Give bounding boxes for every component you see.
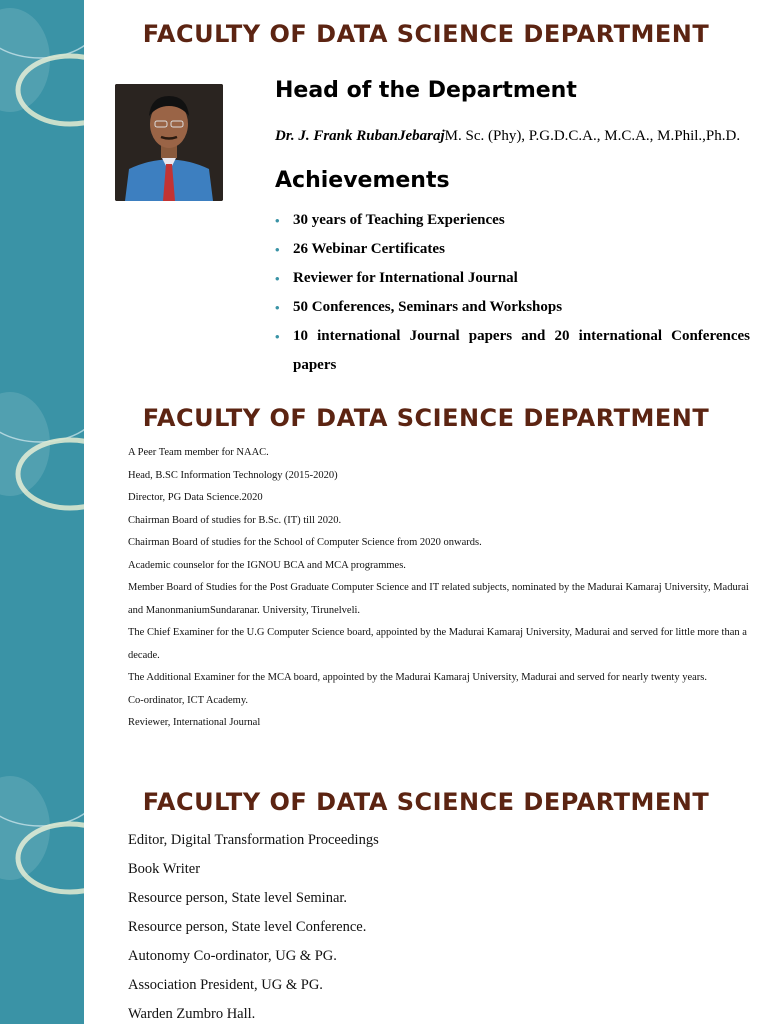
hod-qualifications: M. Sc. (Phy), P.G.D.C.A., M.C.A., M.Phil.,Ph.D. [444, 128, 741, 144]
list-item: Association President, UG & PG. [128, 977, 323, 993]
roles-list [128, 826, 748, 1024]
hod-name-line [275, 128, 740, 145]
list-item: Book Writer [128, 861, 201, 877]
swirl-decoration-icon [0, 768, 84, 1024]
list-item: • 50 Conferences, Seminars and Workshops [275, 293, 750, 322]
list-item: • 26 Webinar Certificates [275, 235, 750, 264]
list-item: • 10 international Journal papers and 20 international Conferences papers [275, 322, 750, 380]
slide-title: FACULTY OF DATA SCIENCE DEPARTMENT [142, 20, 710, 48]
list-item: Chairman Board of studies for B.Sc. (IT) till 2020. [128, 514, 342, 526]
decorative-band [0, 384, 84, 768]
list-item: Head, B.SC Information Technology (2015-2020) [128, 469, 338, 481]
achievements-heading: Achievements [275, 168, 450, 193]
list-item: • 30 years of Teaching Experiences [275, 206, 750, 235]
faculty-photo [115, 84, 223, 201]
bullet-icon: • [275, 213, 280, 228]
hod-name: Dr. J. Frank RubanJebaraj [275, 128, 445, 144]
bullet-icon: • [275, 271, 280, 286]
roles-list [128, 442, 758, 735]
list-item: Reviewer, International Journal [128, 717, 261, 728]
list-item: Resource person, State level Conference. [128, 919, 367, 935]
list-item: A Peer Team member for NAAC. [128, 447, 269, 458]
list-item: Autonomy Co-ordinator, UG & PG. [128, 948, 337, 964]
list-item: Editor, Digital Transformation Proceedings [128, 832, 379, 848]
list-item: The Chief Examiner for the U.G Computer Science board, appointed by the Madurai Kamaraj University, Madurai and served for little more than a decade. [128, 627, 747, 661]
slide-title: FACULTY OF DATA SCIENCE DEPARTMENT [142, 404, 710, 432]
slide-title: FACULTY OF DATA SCIENCE DEPARTMENT [142, 788, 710, 816]
list-item: Academic counselor for the IGNOU BCA and MCA programmes. [128, 559, 406, 571]
bullet-icon: • [275, 300, 280, 315]
list-item: The Additional Examiner for the MCA board, appointed by the Madurai Kamaraj University, Madurai and served for nearly twenty years. [128, 672, 707, 683]
bullet-icon: • [275, 329, 280, 344]
achievements-list [275, 206, 750, 380]
swirl-decoration-icon [0, 0, 84, 384]
list-item: Member Board of Studies for the Post Graduate Computer Science and IT related subjects, nominated by the Madurai Kamaraj University, Madurai and ManonmaniumSundaranar. University, Tirunelveli. [128, 582, 749, 616]
list-item: • Reviewer for International Journal [275, 264, 750, 293]
bullet-icon: • [275, 242, 280, 257]
decorative-band [0, 768, 84, 1024]
head-of-department-heading: Head of the Department [275, 78, 577, 103]
slide-1 [0, 0, 768, 384]
list-item: Director, PG Data Science.2020 [128, 492, 263, 503]
swirl-decoration-icon [0, 384, 84, 768]
decorative-band [0, 0, 84, 384]
slide-2 [0, 384, 768, 768]
slide-3 [0, 768, 768, 1024]
list-item: Warden Zumbro Hall. [128, 1006, 256, 1022]
list-item: Resource person, State level Seminar. [128, 890, 348, 906]
list-item: Co-ordinator, ICT Academy. [128, 694, 249, 706]
list-item: Chairman Board of studies for the School of Computer Science from 2020 onwards. [128, 537, 482, 548]
